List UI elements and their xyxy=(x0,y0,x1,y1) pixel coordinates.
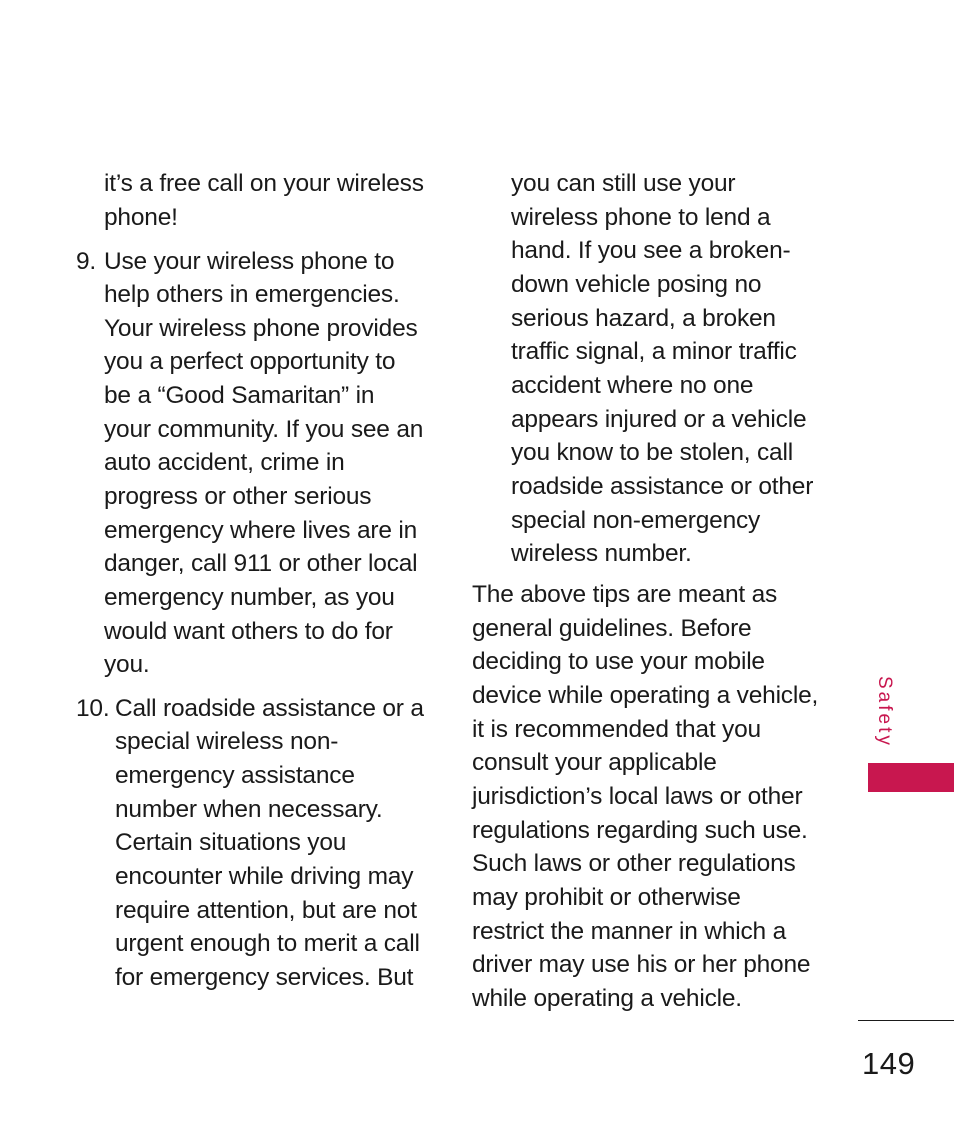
footer-rule xyxy=(858,1020,954,1021)
text-line: roadside assistance or other xyxy=(511,473,814,500)
text-line: progress or other serious xyxy=(104,483,372,510)
text-line: for emergency services. But xyxy=(115,964,414,991)
text-line: your community. If you see an xyxy=(104,416,424,443)
text-line: regulations regarding such use. xyxy=(472,817,808,844)
text-line: emergency number, as you xyxy=(104,584,395,611)
list-marker-10: 10. xyxy=(76,695,110,722)
text-line: you can still use your xyxy=(511,170,736,197)
text-line: wireless phone to lend a xyxy=(511,204,771,231)
text-line: Such laws or other regulations xyxy=(472,850,796,877)
text-line: restrict the manner in which a xyxy=(472,918,786,945)
text-line: hand. If you see a broken- xyxy=(511,237,791,264)
text-line: consult your applicable xyxy=(472,749,717,776)
text-line: encounter while driving may xyxy=(115,863,414,890)
text-line: urgent enough to merit a call xyxy=(115,930,420,957)
text-line: you know to be stolen, call xyxy=(511,439,793,466)
text-line: auto accident, crime in xyxy=(104,449,345,476)
text-line: may prohibit or otherwise xyxy=(472,884,741,911)
text-line: Call roadside assistance or a xyxy=(115,695,424,722)
text-line: you. xyxy=(104,651,150,678)
text-line: special non-emergency xyxy=(511,507,761,534)
page-number: 149 xyxy=(862,1046,916,1081)
text-line: Your wireless phone provides xyxy=(104,315,418,342)
text-line: you a perfect opportunity to xyxy=(104,348,396,375)
section-tab-bar xyxy=(868,763,954,792)
text-line: deciding to use your mobile xyxy=(472,648,765,675)
text-line: accident where no one xyxy=(511,372,754,399)
text-line: device while operating a vehicle, xyxy=(472,682,819,709)
text-line: driver may use his or her phone xyxy=(472,951,811,978)
text-line: number when necessary. xyxy=(115,796,383,823)
section-tab-label: Safety xyxy=(874,676,895,748)
text-line: help others in emergencies. xyxy=(104,281,400,308)
text-line: phone! xyxy=(104,204,178,231)
text-line: would want others to do for xyxy=(104,618,393,645)
list-marker-9: 9. xyxy=(76,248,97,275)
text-line: Use your wireless phone to xyxy=(104,248,395,275)
text-line: special wireless non- xyxy=(115,728,339,755)
text-line: down vehicle posing no xyxy=(511,271,762,298)
text-line: traffic signal, a minor traffic xyxy=(511,338,797,365)
text-line: it is recommended that you xyxy=(472,716,761,743)
text-line: require attention, but are not xyxy=(115,897,417,924)
text-line: danger, call 911 or other local xyxy=(104,550,418,577)
text-line: emergency assistance xyxy=(115,762,355,789)
text-line: general guidelines. Before xyxy=(472,615,752,642)
text-line: jurisdiction’s local laws or other xyxy=(472,783,803,810)
text-line: be a “Good Samaritan” in xyxy=(104,382,375,409)
text-line: emergency where lives are in xyxy=(104,517,418,544)
text-line: while operating a vehicle. xyxy=(472,985,742,1012)
text-line: Certain situations you xyxy=(115,829,347,856)
text-line: The above tips are meant as xyxy=(472,581,778,608)
text-line: it’s a free call on your wireless xyxy=(104,170,424,197)
text-line: wireless number. xyxy=(511,540,692,567)
text-line: appears injured or a vehicle xyxy=(511,406,807,433)
text-line: serious hazard, a broken xyxy=(511,305,776,332)
